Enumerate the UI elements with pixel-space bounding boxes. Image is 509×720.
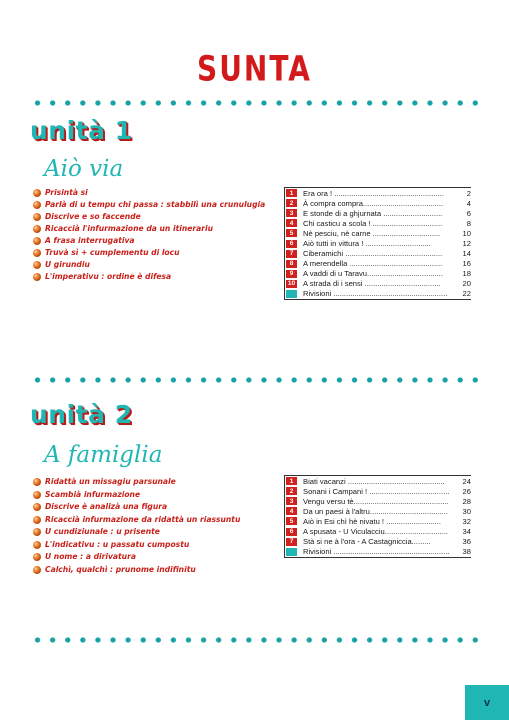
lesson-title: A merendella ............................................: [303, 259, 443, 269]
objective-item: Ricaccià infurmazione da ridattà un riassuntu: [33, 514, 240, 527]
lesson-row: [284, 198, 471, 208]
lesson-page: 28: [462, 496, 471, 506]
bullet-ball-icon: [33, 201, 41, 209]
page-title: SUNTA: [197, 47, 312, 90]
bullet-ball-icon: [33, 261, 41, 269]
lesson-row: [284, 228, 471, 238]
review-marker: [286, 290, 297, 298]
unit-2-objectives: [33, 476, 240, 576]
lesson-page: 34: [462, 527, 471, 537]
bullet-ball-icon: [33, 237, 41, 245]
lesson-number: 3: [286, 209, 297, 217]
lesson-page: 20: [462, 279, 471, 289]
lesson-title: E stonde di a ghjurnata ............................: [303, 208, 443, 218]
bullet-ball-icon: [33, 491, 41, 499]
unit-1-lessons: [284, 187, 471, 300]
lesson-number: 10: [287, 280, 296, 288]
bullet-ball-icon: [33, 478, 41, 486]
bullet-ball-icon: [33, 273, 41, 281]
lesson-number: 8: [286, 260, 297, 268]
lesson-page: 38: [462, 547, 471, 557]
objective-item: L'indicativu : u passatu cumpostu: [33, 539, 240, 552]
lesson-title: Sonani i Campani ! ......................................: [303, 486, 450, 496]
lesson-title: Aiò tutti in vittura ! ...............................: [303, 239, 431, 249]
objective-item: A frasa interrugativa: [33, 235, 265, 247]
lesson-title: Rivisioni .......................................................: [303, 547, 450, 557]
lesson-page: 32: [462, 516, 471, 526]
unit-2-subtitle: A famiglia: [44, 442, 163, 468]
lesson-page: 12: [462, 239, 471, 249]
objective-item: Discrive è analizà una figura: [33, 501, 240, 514]
lesson-number: 5: [286, 517, 297, 525]
lesson-title: Nè pesciu, nè carne ................................: [303, 228, 441, 238]
lesson-number: 2: [286, 199, 297, 207]
objective-item: Calchì, qualchì : prunome indifinitu: [33, 564, 240, 577]
lesson-row: [284, 188, 471, 198]
lesson-title: Vengu versu tè.............................................: [303, 496, 449, 506]
lesson-page: 6: [466, 208, 471, 218]
lesson-title: Aiò in Esi chì hè nivatu ! ..........................: [303, 516, 442, 526]
lesson-row: [284, 259, 471, 269]
bullet-ball-icon: [33, 213, 41, 221]
bullet-ball-icon: [33, 503, 41, 511]
lesson-number: 6: [286, 240, 297, 248]
bullet-ball-icon: [33, 249, 41, 257]
lesson-row-review: [284, 289, 471, 299]
lesson-row: [284, 249, 471, 259]
lesson-row: [284, 476, 471, 486]
lesson-row: [284, 208, 471, 218]
bullet-ball-icon: [33, 225, 41, 233]
lesson-row: [284, 496, 471, 506]
lesson-title: À compra compra......................................: [303, 198, 444, 208]
dotted-divider: [30, 636, 482, 644]
lesson-page: 10: [462, 228, 471, 238]
lesson-row: [284, 269, 471, 279]
lesson-number: 1: [286, 189, 297, 197]
lesson-number: 1: [286, 477, 297, 485]
lesson-number: 2: [286, 487, 297, 495]
lesson-title: A spusata - U Viculacciu..............................: [303, 527, 449, 537]
lesson-title: Stà si ne à l'ora - A Castagniccia.........: [303, 537, 431, 547]
lesson-row: [284, 516, 471, 526]
lesson-title: Chi casticu a scola ! .................................: [303, 218, 443, 228]
unit-2-lessons: [284, 475, 471, 558]
lesson-title: Ciberamichi ..............................................: [303, 249, 443, 259]
lesson-page: 16: [462, 259, 471, 269]
objective-item: Scambià infurmazione: [33, 489, 240, 502]
lesson-row: [284, 218, 471, 228]
bullet-ball-icon: [33, 189, 41, 197]
lesson-page: 36: [462, 537, 471, 547]
lesson-row-review: [284, 547, 471, 557]
page-number: v: [465, 685, 509, 720]
lesson-number: 6: [286, 528, 297, 536]
lesson-row: [284, 537, 471, 547]
lesson-number: 4: [286, 507, 297, 515]
lesson-page: 18: [462, 269, 471, 279]
lesson-page: 8: [466, 218, 471, 228]
bullet-ball-icon: [33, 516, 41, 524]
unit-1-label: unità 1: [30, 116, 133, 145]
lesson-number: 5: [286, 229, 297, 237]
lesson-title: A strada di i sensi ....................................: [303, 279, 441, 289]
lesson-number: 7: [286, 538, 297, 546]
unit-2-label: unità 2: [30, 400, 133, 429]
lesson-page: 30: [462, 506, 471, 516]
lesson-title: A vaddi di u Taravu....................................: [303, 269, 443, 279]
bullet-ball-icon: [33, 528, 41, 536]
objective-item: U nome : a dirivatura: [33, 551, 240, 564]
objective-item: Prisintà si: [33, 187, 265, 199]
lesson-title: Era ora ! ....................................................: [303, 188, 444, 198]
objective-item: Discrive e so faccende: [33, 211, 265, 223]
bullet-ball-icon: [33, 541, 41, 549]
dotted-divider: [30, 376, 482, 384]
objective-item: Ridattà un missagiu parsunale: [33, 476, 240, 489]
lesson-page: 14: [462, 249, 471, 259]
objective-item: L'imperativu : ordine è difesa: [33, 271, 265, 283]
lesson-number: 4: [286, 219, 297, 227]
lesson-row: [284, 486, 471, 496]
lesson-row: [284, 279, 471, 289]
objective-item: U girundiu: [33, 259, 265, 271]
lesson-number: 7: [286, 250, 297, 258]
bullet-ball-icon: [33, 566, 41, 574]
objective-item: U cundiziunale : u prisente: [33, 526, 240, 539]
lesson-title: Da un paesi à l'altru.....................................: [303, 506, 448, 516]
review-marker: [286, 548, 297, 556]
lesson-page: 2: [466, 188, 471, 198]
lesson-number: 9: [286, 270, 297, 278]
lesson-page: 22: [462, 289, 471, 299]
objective-item: Ricaccià l'infurmazione da un itinerariu: [33, 223, 265, 235]
lesson-row: [284, 238, 471, 248]
objective-item: Parlà di u tempu chi passa : stabbilì una crunulugia: [33, 199, 265, 211]
lesson-number: 3: [286, 497, 297, 505]
lesson-title: Rivisioni ......................................................: [303, 289, 448, 299]
lesson-page: 4: [466, 198, 471, 208]
bullet-ball-icon: [33, 553, 41, 561]
lesson-title: Biati vacanzi ..............................................: [303, 476, 445, 486]
lesson-row: [284, 526, 471, 536]
unit-1-subtitle: Aiò via: [44, 156, 124, 182]
lesson-page: 26: [462, 486, 471, 496]
lesson-row: [284, 506, 471, 516]
lesson-page: 24: [462, 476, 471, 486]
unit-1-objectives: [33, 187, 265, 283]
dotted-divider: [30, 99, 482, 107]
objective-item: Truvà sì + cumplementu di locu: [33, 247, 265, 259]
